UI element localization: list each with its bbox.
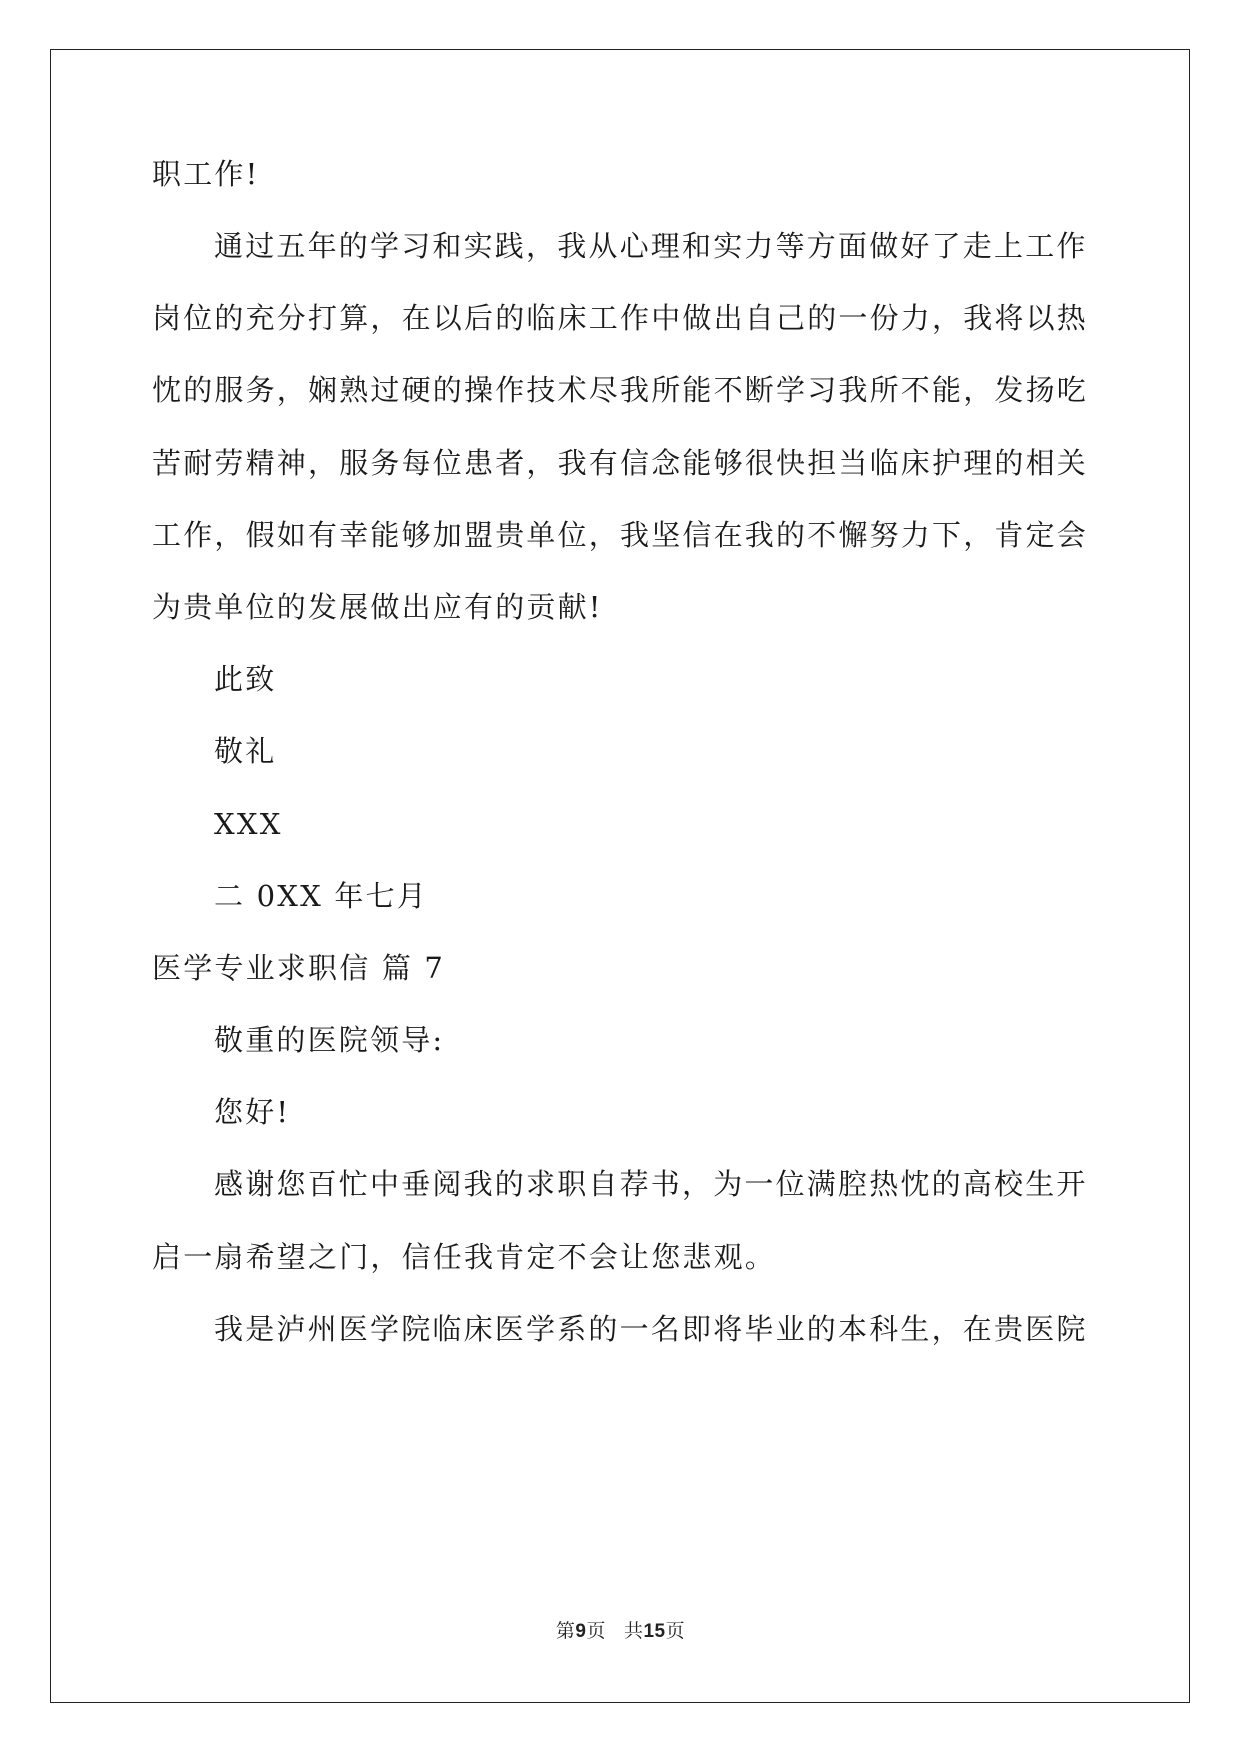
- page-total: 15: [643, 1621, 666, 1642]
- total-suffix: 页: [665, 1620, 686, 1642]
- page-footer: [0, 1616, 1241, 1643]
- text-line: 为贵单位的发展做出应有的贡献!: [152, 590, 603, 624]
- signature-date: 二 0XX 年七月: [214, 879, 428, 913]
- text-line: 忱的服务，娴熟过硬的操作技术尽我所能不断学习我所不能，发扬吃: [152, 373, 1089, 407]
- page-suffix: 页: [586, 1620, 606, 1642]
- page-prefix: 第: [555, 1620, 576, 1642]
- text-line: 通过五年的学习和实践，我从心理和实力等方面做好了走上工作: [214, 229, 1088, 263]
- text-line: 启一扇希望之门，信任我肯定不会让您悲观。: [152, 1240, 777, 1274]
- section-heading: 医学专业求职信 篇 7: [152, 951, 446, 985]
- letter-hello: 您好!: [214, 1095, 291, 1129]
- total-prefix: 共: [623, 1620, 644, 1642]
- page-current: 9: [575, 1621, 587, 1642]
- letter-greeting: 敬重的医院领导:: [214, 1023, 445, 1057]
- closing-salutation: 此致: [214, 662, 277, 696]
- text-line: 工作，假如有幸能够加盟贵单位，我坚信在我的不懈努力下，肯定会: [152, 518, 1089, 552]
- text-line: 职工作!: [152, 157, 260, 191]
- text-line: 感谢您百忙中垂阅我的求职自荐书，为一位满腔热忱的高校生开: [214, 1167, 1088, 1201]
- signature-name: XXX: [214, 807, 283, 841]
- text-line: 岗位的充分打算，在以后的临床工作中做出自己的一份力，我将以热: [152, 301, 1089, 335]
- closing-regards: 敬礼: [214, 734, 277, 768]
- text-line: 我是泸州医学院临床医学系的一名即将毕业的本科生，在贵医院: [214, 1312, 1088, 1346]
- text-line: 苦耐劳精神，服务每位患者，我有信念能够很快担当临床护理的相关: [152, 446, 1089, 480]
